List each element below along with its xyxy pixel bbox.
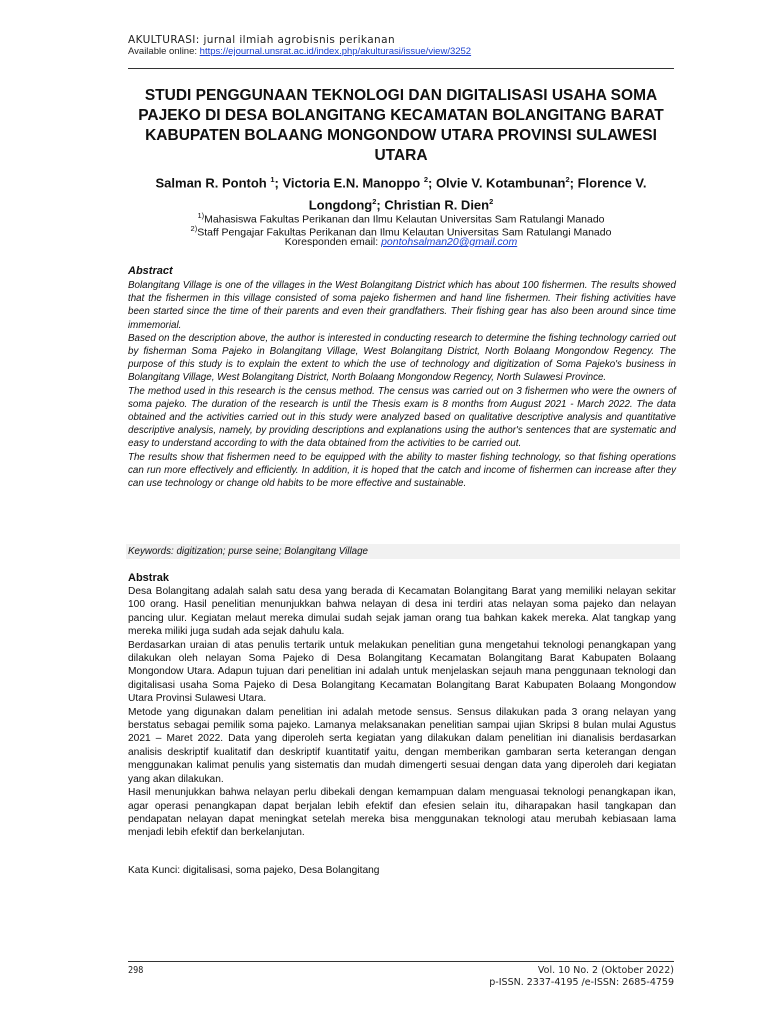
- affiliation-mark: 1): [197, 211, 205, 220]
- author-affiliation-mark: 1: [270, 175, 275, 184]
- header-divider: [128, 68, 674, 69]
- abstract-paragraph: The results show that fishermen need to be equipped with the ability to master fishing technology, so that fishing operations can run more effectively and efficiently. In addition, it is hoped that the catch and income of fishermen can increase after they can use technology or change old habits to be more effective and sustainable.: [128, 451, 676, 490]
- footer-divider: [128, 961, 674, 962]
- page-number: 298: [128, 965, 144, 976]
- author-affiliation-mark: 2: [372, 197, 377, 207]
- affiliation-text: Staff Pengajar Fakultas Perikanan dan Ilmu Kelautan Universitas Sam Ratulangi Manado: [197, 226, 612, 239]
- abstrak-paragraph: Metode yang digunakan dalam penelitian ini adalah metode sensus. Sensus dilakukan pada 3 orang nelayan yang berstatus sebagai pemilik soma pajeko. Lamanya melaksanakan penelitian sampai ujian Skripsi 8 bulan mulai Agustus 2021 – Maret 2022. Data yang diperoleh serta kegiatan yang dilakukan dalam penelitian ini dianalisis berdasarkan analisis deskriptif kualitatif dan deskriptif kuantitatif yaitu, dengan memberikan gambaran serta keterangan dengan menggunakan kalimat penulis yang sistematis dan mudah dimengerti sesuai dengan data yang diperoleh dari kegiatan yang akan dilakukan.: [128, 706, 676, 785]
- author-affiliation-mark: 2: [565, 175, 570, 184]
- affiliation-text: Mahasiswa Fakultas Perikanan dan Ilmu Kelautan Universitas Sam Ratulangi Manado: [204, 213, 605, 226]
- available-label: Available online:: [128, 46, 200, 57]
- corresponding-label: Koresponden email:: [284, 236, 382, 248]
- available-online: [128, 46, 471, 57]
- keywords-english: Keywords: digitization; purse seine; Bolangitang Village: [126, 544, 680, 559]
- author-affiliation-mark: 2: [489, 197, 494, 207]
- footer-issue-info: [489, 965, 674, 989]
- volume-info: Vol. 10 No. 2 (Oktober 2022): [537, 965, 674, 976]
- email-link[interactable]: pontohsalman20@gmail.com: [381, 236, 518, 248]
- paper-title: STUDI PENGGUNAAN TEKNOLOGI DAN DIGITALISASI USAHA SOMA PAJEKO DI DESA BOLANGITANG KECAMATAN BOLANGITANG BARAT KABUPATEN BOLAANG MONGONDOW UTARA PROVINSI SULAWESI UTARA: [138, 87, 664, 164]
- journal-name: AKULTURASI: jurnal ilmiah agrobisnis perikanan: [128, 34, 395, 46]
- issue-link[interactable]: https://ejournal.unsrat.ac.id/index.php/akulturasi/issue/view/3252: [199, 46, 472, 57]
- abstract-english: [128, 279, 676, 490]
- abstract-paragraph: Bolangitang Village is one of the villages in the West Bolangitang District which has about 100 fishermen. The results showed that the fishermen in this village consisted of soma pajeko fishermen and hand line fishermen. Their fishing activities have been started since the time of their parents and even their grandfathers. Their fishing gear has also been around since time immemorial.: [128, 280, 676, 331]
- abstrak-paragraph: Berdasarkan uraian di atas penulis tertarik untuk melakukan penelitian guna mengetahui teknologi penangkapan yang dilakukan oleh nelayan Soma Pajeko di Desa Bolangitang Kecamatan Bolangitang Barat Kabupaten Bolaang Mongondow Utara. Adapun tujuan dari penelitian ini adalah untuk menjelaskan sejauh mana penggunaan teknologi dan digitalisasi usaha Soma Pajeko di Desa Bolangitang Kecamatan Bolangitang Barat Kabupaten Bolaang Mongondow Utara Provinsi Sulawesi Utara.: [128, 639, 676, 705]
- abstract-indonesian: [128, 585, 676, 840]
- author-name: ; Olvie V. Kotambunan: [428, 175, 566, 191]
- author-name: Salman R. Pontoh: [155, 175, 267, 191]
- keywords-indonesian: Kata Kunci: digitalisasi, soma pajeko, Desa Bolangitang: [128, 865, 380, 876]
- abstract-paragraph: The method used in this research is the census method. The census was carried out on 3 fishermen who were the owners of soma pajeko. The duration of the research is until the Thesis exam is 8 months from August 2021 - March 2022. The data obtained and the activities carried out in this study were analyzed based on qualitative descriptive analysis and quantitative descriptive analysis, namely, by providing descriptions and explanations using the author's sentences that are systematic and easy to understand according to with the data obtained from the activities to be carried out.: [128, 385, 676, 450]
- abstract-paragraph: Based on the description above, the author is interested in conducting research to determine the fishing technology carried out by fisherman Soma Pajeko in Bolangitang Village, West Bolangitang District, North Bolaang Mongondow Regency. The purpose of this study is to explain the extent to which the use of technology and digitization of Soma Pajeko's business in Bolangitang Village, West Bolangitang District, North Bolaang Mongondow Regency, North Sulawesi Province.: [128, 332, 676, 384]
- abstrak-paragraph: Hasil menunjukkan bahwa nelayan perlu dibekali dengan kemampuan dalam menguasai teknologi penangkapan ikan, agar operasi penangkapan dapat berjalan lebih efektif dan efesien selain itu, diharapakan hasil tangkapan dan pendapatan nelayan dapat meningkat setelah mereka bisa menggunakan teknologi atau merubah kebiasaan lama menjadi lebih efektif dan berkelanjutan.: [128, 787, 676, 839]
- author-affiliation-mark: 2: [423, 175, 428, 184]
- abstrak-paragraph: Desa Bolangitang adalah salah satu desa yang berada di Kecamatan Bolangitang Barat yang memiliki nelayan sekitar 100 orang. Hasil penelitian menunjukkan bahwa nelayan di desa ini terdiri atas nelayan soma pajeko dan nelayan pancing ulur. Kegiatan melaut mereka dimulai sudah sejak jaman orang tua bahkan kakek mereka. Alat tangkap yang mereka miliki juga sudah ada sejak dahulu kala.: [128, 586, 676, 638]
- author-list: [128, 170, 674, 215]
- author-name: ; Florence V. Longdong: [308, 175, 647, 213]
- corresponding-email: [128, 236, 674, 249]
- abstract-heading: Abstract: [128, 265, 173, 277]
- issn-info: p-ISSN. 2337-4195 /e-ISSN: 2685-4759: [489, 977, 674, 988]
- affiliation-mark: 2): [190, 224, 198, 233]
- abstrak-heading: Abstrak: [128, 572, 169, 584]
- author-name: ; Christian R. Dien: [376, 197, 490, 213]
- author-name: ; Victoria E.N. Manoppo: [274, 175, 421, 191]
